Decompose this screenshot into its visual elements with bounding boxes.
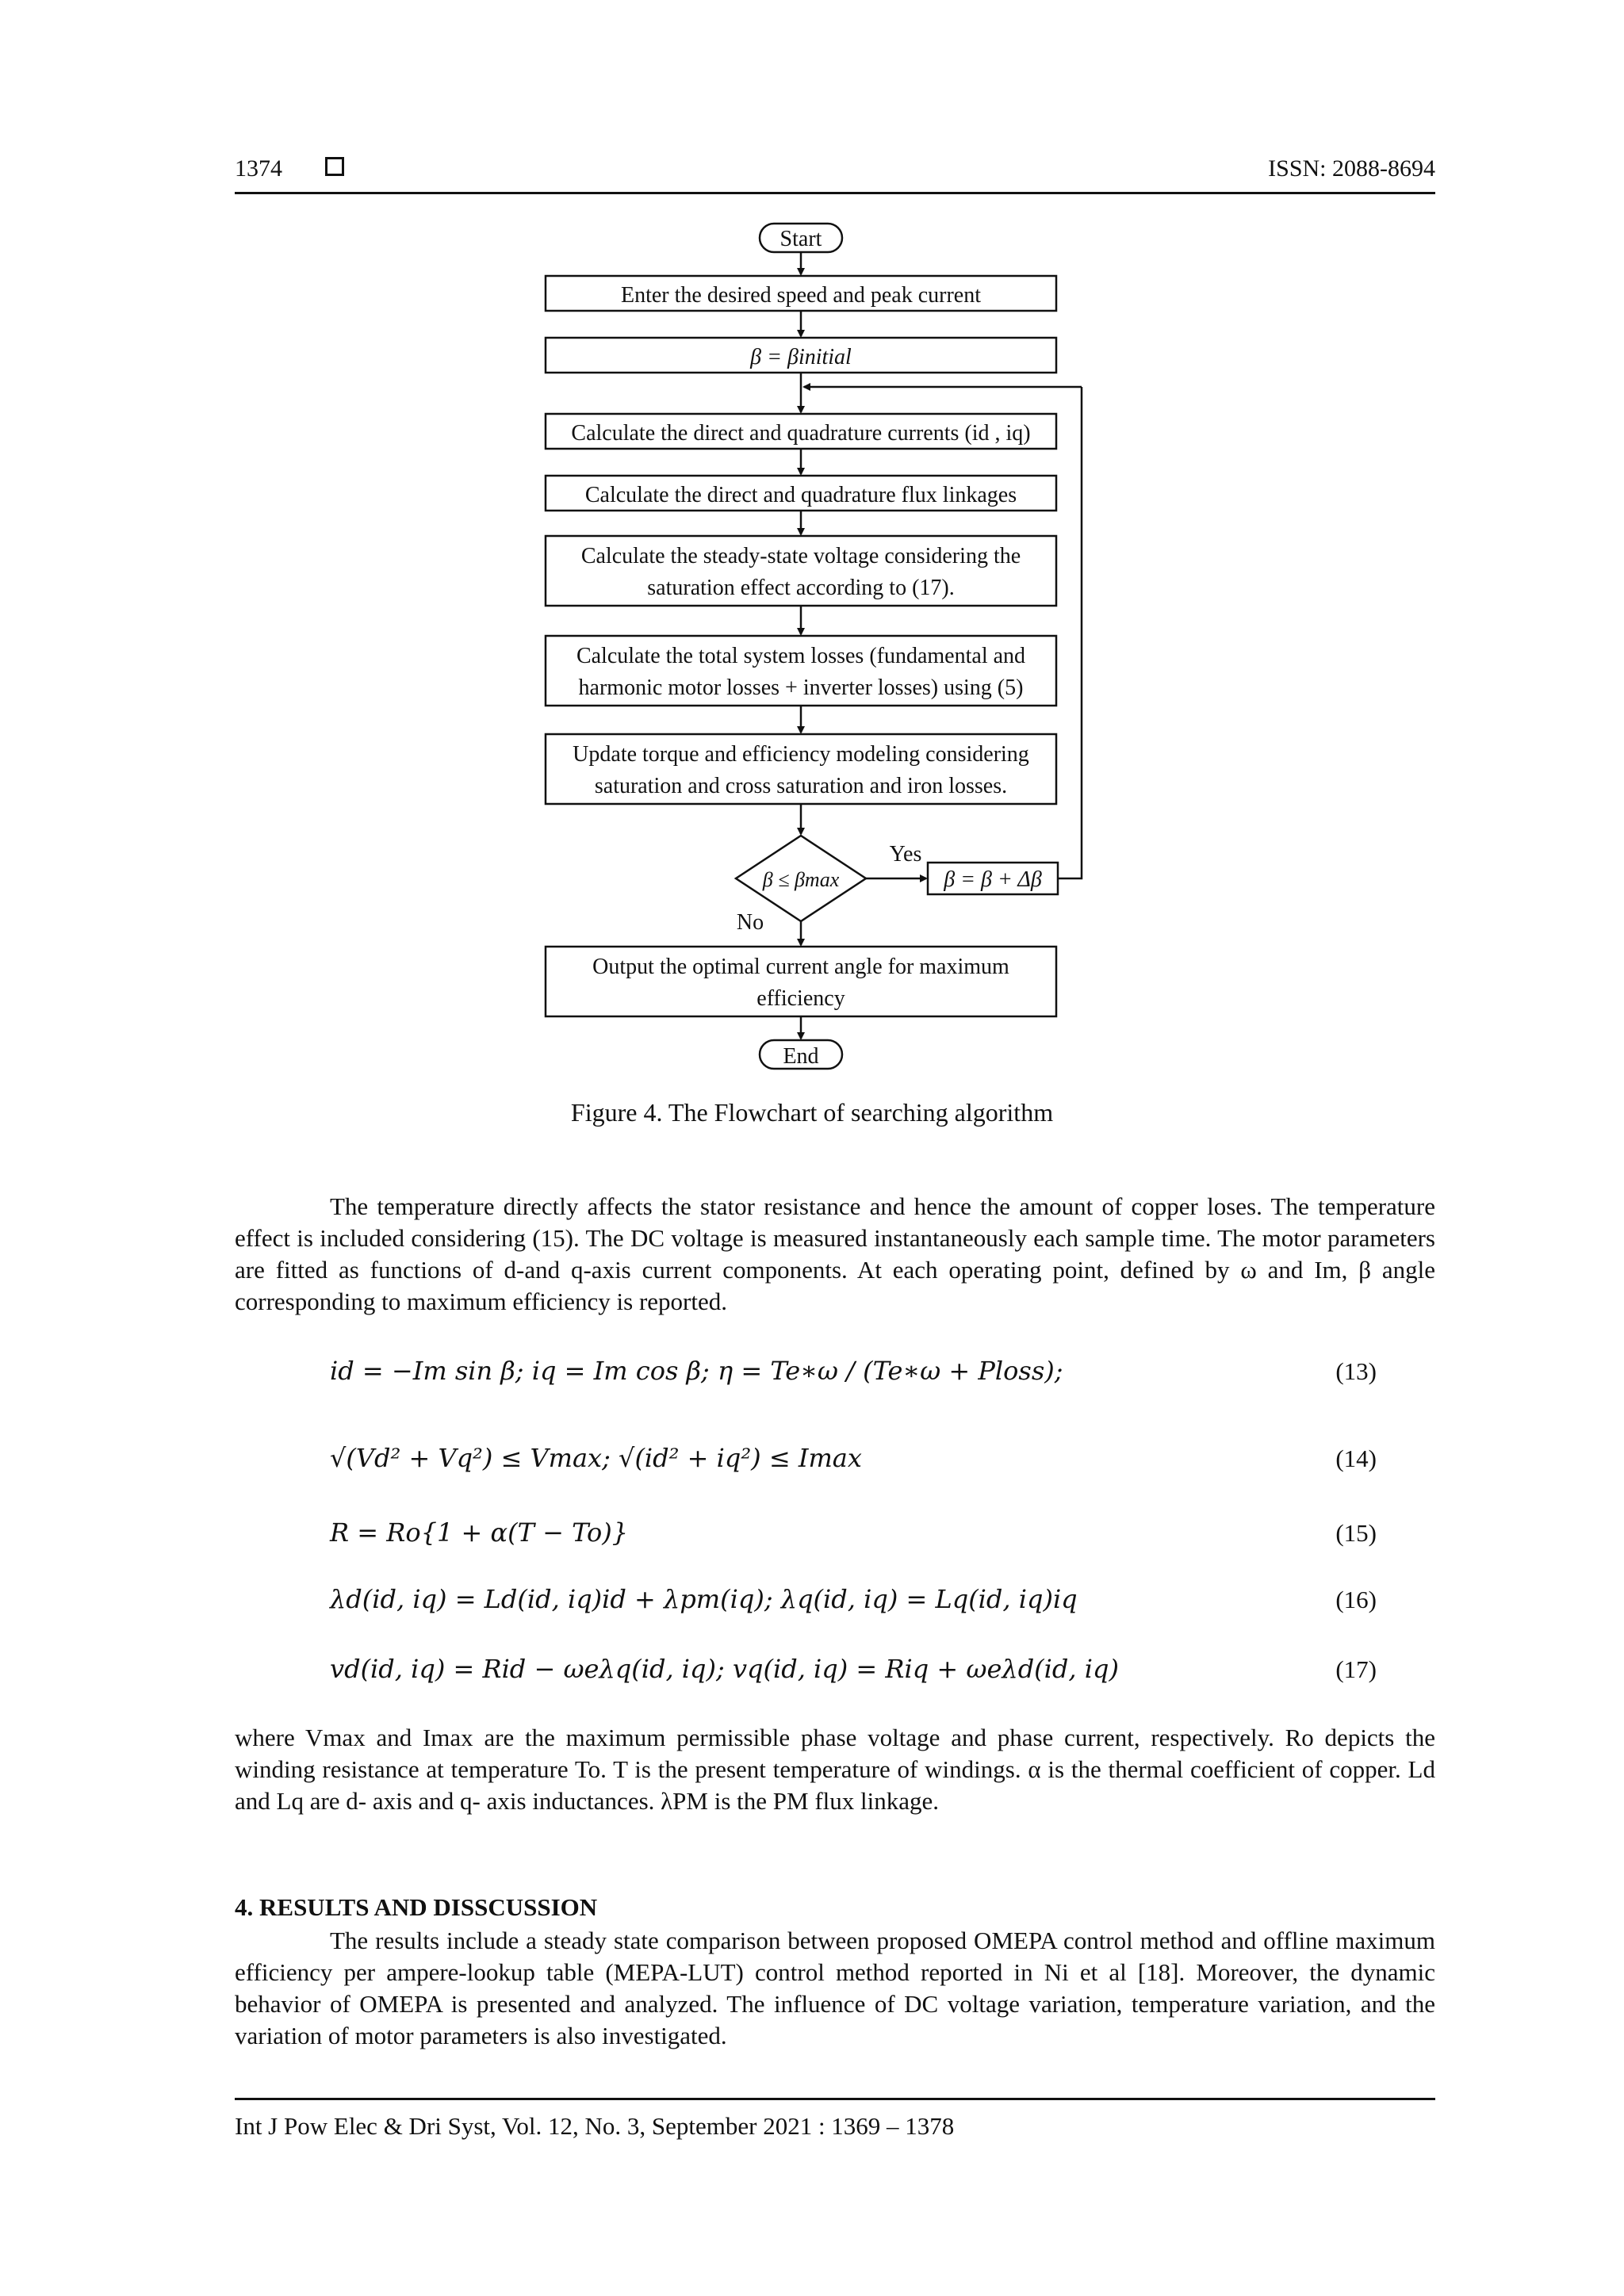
section-heading: 4. RESULTS AND DISSCUSSION bbox=[235, 1893, 598, 1921]
step8-line2: efficiency bbox=[756, 986, 845, 1011]
step4-label: Calculate the direct and quadrature flux linkages bbox=[584, 483, 1017, 507]
equation-15-number: (15) bbox=[1335, 1519, 1377, 1547]
paragraph-temperature: The temperature directly affects the stator resistance and hence the amount of copper loses. The temperature effect is included considering (15). The DC voltage is measured instantaneously each sample time. The motor parameters are fitted as functions of d-and q-axis current components. At each operating point, defined by ω and Im, β angle corresponding to maximum efficiency is reported. bbox=[235, 1192, 1435, 1315]
equation-16-number: (16) bbox=[1335, 1586, 1377, 1613]
step8-line1: Output the optimal current angle for maximum bbox=[592, 955, 1009, 979]
step2-label: β = βinitial bbox=[750, 345, 852, 369]
paragraph-results: The results include a steady state comparison between proposed OMEPA control method and offline maximum efficiency per ampere-lookup table (MEPA-LUT) control method reported in Ni et al [18]. Moreover, the dynamic behavior of OMEPA is presented and analyzed. The influence of DC voltage variation, temperature variation, and the variation of motor parameters is also investigated. bbox=[235, 1927, 1435, 2049]
step5-line2: saturation effect according to (17). bbox=[647, 576, 955, 600]
footer-citation: Int J Pow Elec & Dri Syst, Vol. 12, No. 3, September 2021 : 1369 – 1378 bbox=[235, 2112, 955, 2140]
end-label: End bbox=[783, 1044, 819, 1069]
no-label: No bbox=[736, 910, 764, 935]
equation-13-number: (13) bbox=[1335, 1357, 1377, 1385]
step1-label: Enter the desired speed and peak current bbox=[620, 283, 982, 308]
equation-14-number: (14) bbox=[1335, 1445, 1377, 1472]
equation-17: vd(id, iq) = Rid − ωeλq(id, iq); vq(id, iq) = Riq + ωeλd(id, iq) bbox=[330, 1654, 1119, 1684]
equation-15: R = Ro{1 + α(T − To)} bbox=[330, 1517, 629, 1548]
equation-17-number: (17) bbox=[1335, 1655, 1377, 1683]
increment-label: β = β + Δβ bbox=[944, 867, 1042, 892]
step5-line1: Calculate the steady-state voltage considering the bbox=[580, 544, 1021, 568]
issn: ISSN: 2088-8694 bbox=[1268, 155, 1435, 182]
step6-line2: harmonic motor losses + inverter losses) using (5) bbox=[578, 675, 1024, 700]
footer-rule bbox=[235, 2098, 1435, 2100]
step6-line1: Calculate the total system losses (fundamental and bbox=[576, 644, 1026, 668]
step7-line2: saturation and cross saturation and iron losses. bbox=[594, 774, 1008, 798]
yes-label: Yes bbox=[889, 842, 922, 867]
decision-label: β ≤ βmax bbox=[762, 868, 840, 891]
equation-13: id = −Im sin β; iq = Im cos β; η = Te∗ω / (Te∗ω + Ploss); bbox=[330, 1356, 1063, 1386]
step7-line1: Update torque and efficiency modeling considering bbox=[573, 742, 1029, 767]
equation-14: √(Vd² + Vq²) ≤ Vmax; √(id² + iq²) ≤ Imax bbox=[330, 1443, 862, 1473]
start-label: Start bbox=[779, 227, 822, 251]
paragraph-where: where Vmax and Imax are the maximum permissible phase voltage and phase current, respectively. Ro depicts the winding resistance at temperature To. T is the present temperature of windings. α is the thermal coefficient of copper. Ld and Lq are d- axis and q- axis inductances. λPM is the PM flux linkage. bbox=[235, 1724, 1435, 1815]
figure-caption: Figure 4. The Flowchart of searching algorithm bbox=[570, 1098, 1054, 1127]
equation-16: λd(id, iq) = Ld(id, iq)id + λpm(iq); λq(id, iq) = Lq(id, iq)iq bbox=[330, 1584, 1078, 1614]
step3-label: Calculate the direct and quadrature currents (id , iq) bbox=[571, 421, 1031, 446]
page-number: 1374 bbox=[235, 155, 282, 182]
flowchart bbox=[0, 0, 1624, 1078]
